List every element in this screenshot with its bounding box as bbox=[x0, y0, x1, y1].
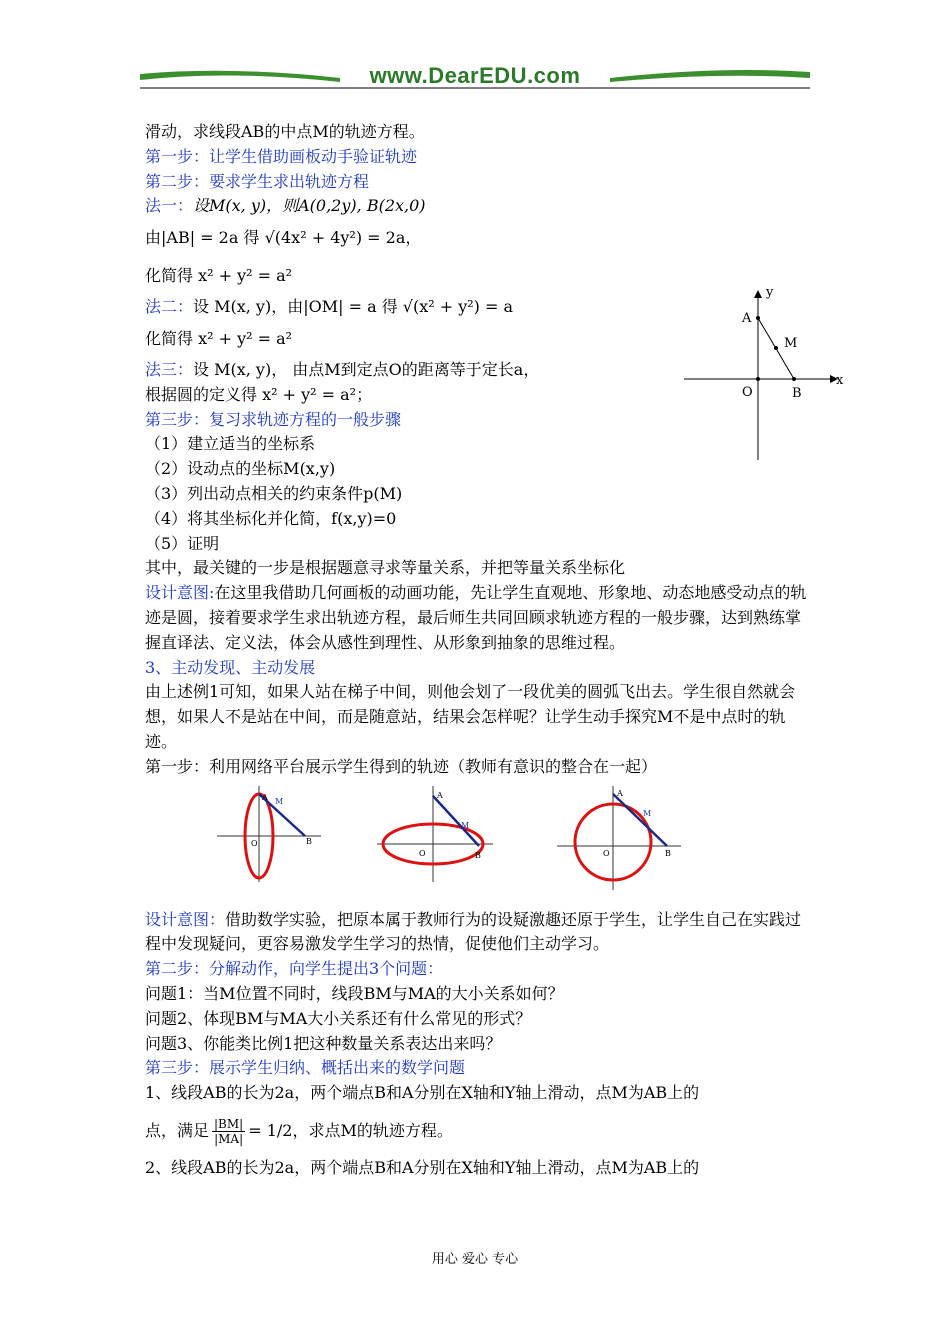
paragraph: 由上述例1可知，如果人站在梯子中间，则他会划了一段优美的圆弧飞出去。学生很自然就会想，如果人不是站在中间，而是随意站，结果会怎样呢？让学生动手探究M不是中点时的轨迹。 bbox=[145, 682, 796, 751]
list-item: （3）列出动点相关的约束条件p(M) bbox=[145, 483, 403, 503]
method-label: 法二： bbox=[145, 297, 194, 317]
step-heading: 第一步：让学生借助画板动手验证轨迹 bbox=[145, 146, 418, 166]
figure-vertical-ellipse bbox=[215, 784, 325, 884]
page-header bbox=[140, 58, 810, 94]
formula-line: 化简得 x² + y² = a² bbox=[145, 328, 293, 348]
list-item: （5）证明 bbox=[145, 533, 220, 553]
formula: 设 M(x, y)， 由点M到定点O的距离等于定长a， bbox=[193, 359, 540, 379]
step-label: 第二步：分解动作，向学生提出3个问题： bbox=[145, 959, 444, 979]
svg-text:O: O bbox=[419, 848, 426, 858]
problem: 2、线段AB的长为2a，两个端点B和A分别在X轴和Y轴上滑动，点M为AB上的 bbox=[145, 1157, 700, 1177]
ratio-fraction bbox=[212, 1117, 245, 1146]
step-line bbox=[145, 957, 810, 982]
svg-text:M: M bbox=[275, 796, 284, 806]
text-line: 滑动，求线段AB的中点M的轨迹方程。 bbox=[145, 122, 425, 141]
method-label: 法一： bbox=[145, 196, 194, 216]
svg-text:B: B bbox=[665, 848, 671, 858]
page-footer: 用心 爱心 专心 bbox=[431, 1252, 519, 1267]
problem-text: ，求点M的轨迹方程。 bbox=[292, 1120, 453, 1140]
coordinate-diagram bbox=[680, 280, 850, 465]
point-b-label: B bbox=[792, 386, 802, 401]
intent-label: 设计意图： bbox=[145, 909, 226, 929]
point-m-label: M bbox=[784, 336, 798, 351]
x-axis-label: x bbox=[836, 373, 844, 388]
list-item: （1）建立适当的坐标系 bbox=[145, 434, 316, 454]
problem-text: 点，满足 bbox=[145, 1120, 210, 1140]
fraction-numerator: |BM| bbox=[214, 1116, 244, 1131]
method-label: 法三： bbox=[145, 359, 194, 379]
svg-text:O: O bbox=[603, 848, 610, 858]
problem bbox=[145, 1112, 810, 1150]
formula: 设 M(x, y)，由|OM| = a 得 √(x² + y²) = a bbox=[193, 297, 514, 317]
step-heading: 第三步：复习求轨迹方程的一般步骤 bbox=[145, 409, 402, 429]
trajectory-figures bbox=[145, 780, 810, 908]
fraction-value: = 1/2 bbox=[248, 1120, 293, 1140]
y-axis-label: y bbox=[766, 285, 774, 300]
text-line: 其中，最关键的一步是根据题意寻求等量关系，并把等量关系坐标化 bbox=[145, 558, 626, 578]
svg-text:A: A bbox=[437, 790, 443, 800]
figure-circle bbox=[555, 784, 685, 894]
question: 问题2、体现BM与MA大小关系还有什么常见的形式？ bbox=[145, 1008, 532, 1028]
svg-text:M: M bbox=[461, 820, 470, 830]
intent-text: 在这里我借助几何画板的动画功能，先让学生直观地、形象地、动态地感受动点的轨迹是圆，接着要求学生求出轨迹方程，最后师生共同回顾求轨迹方程的一般步骤，达到熟练掌握直译法、定义法，体会从感性到理性、从形象到抽象的思维过程。 bbox=[145, 583, 807, 652]
design-intent bbox=[145, 581, 810, 655]
formula-line: 由|AB| = 2a 得 √(4x² + 4y²) = 2a， bbox=[145, 228, 422, 248]
step-text: 第一步：利用网络平台展示学生得到的轨迹（教师有意识的整合在一起） bbox=[145, 756, 658, 776]
section-heading: 3、主动发现、主动发展 bbox=[145, 657, 316, 677]
svg-text:O: O bbox=[251, 838, 258, 848]
fraction-denominator: |MA| bbox=[214, 1131, 244, 1146]
point-a-label: A bbox=[742, 311, 752, 326]
step-heading: 第三步：展示学生归纳、概括出来的数学问题 bbox=[145, 1058, 466, 1078]
step-heading: 第二步：要求学生求出轨迹方程 bbox=[145, 171, 370, 191]
list-item: （4）将其坐标化并化简，f(x,y)=0 bbox=[145, 508, 397, 528]
svg-text:B: B bbox=[306, 836, 312, 846]
method-line bbox=[145, 194, 810, 219]
formula: 设M(x, y)，则A(0,2y), B(2x,0) bbox=[193, 196, 426, 216]
question: 问题3、你能类比例1把这种数量关系表达出来吗？ bbox=[145, 1033, 502, 1053]
problem: 1、线段AB的长为2a，两个端点B和A分别在X轴和Y轴上滑动，点M为AB上的 bbox=[145, 1083, 700, 1103]
point-o-label: O bbox=[742, 385, 753, 400]
site-brand[interactable]: www.DearEDU.com bbox=[369, 63, 581, 88]
formula-line: 根据圆的定义得 x² + y² = a²； bbox=[145, 384, 373, 404]
figure-horizontal-ellipse bbox=[375, 784, 495, 884]
formula-line: 化简得 x² + y² = a² bbox=[145, 266, 293, 286]
svg-text:B: B bbox=[475, 850, 481, 860]
list-item: （2）设动点的坐标M(x,y) bbox=[145, 459, 336, 479]
step-line bbox=[145, 755, 810, 780]
svg-text:A: A bbox=[617, 788, 623, 798]
intent-text: 借助数学实验，把原本属于教师行为的设疑激趣还原于学生，让学生自己在实践过程中发现疑问，更容易激发学生学习的热情，促使他们主动学习。 bbox=[145, 909, 802, 954]
svg-text:A: A bbox=[262, 792, 268, 802]
design-intent bbox=[145, 908, 810, 958]
intent-label: 设计意图: bbox=[145, 583, 215, 603]
question: 问题1：当M位置不同时，线段BM与MA的大小关系如何？ bbox=[145, 983, 564, 1003]
svg-text:M: M bbox=[643, 808, 652, 818]
